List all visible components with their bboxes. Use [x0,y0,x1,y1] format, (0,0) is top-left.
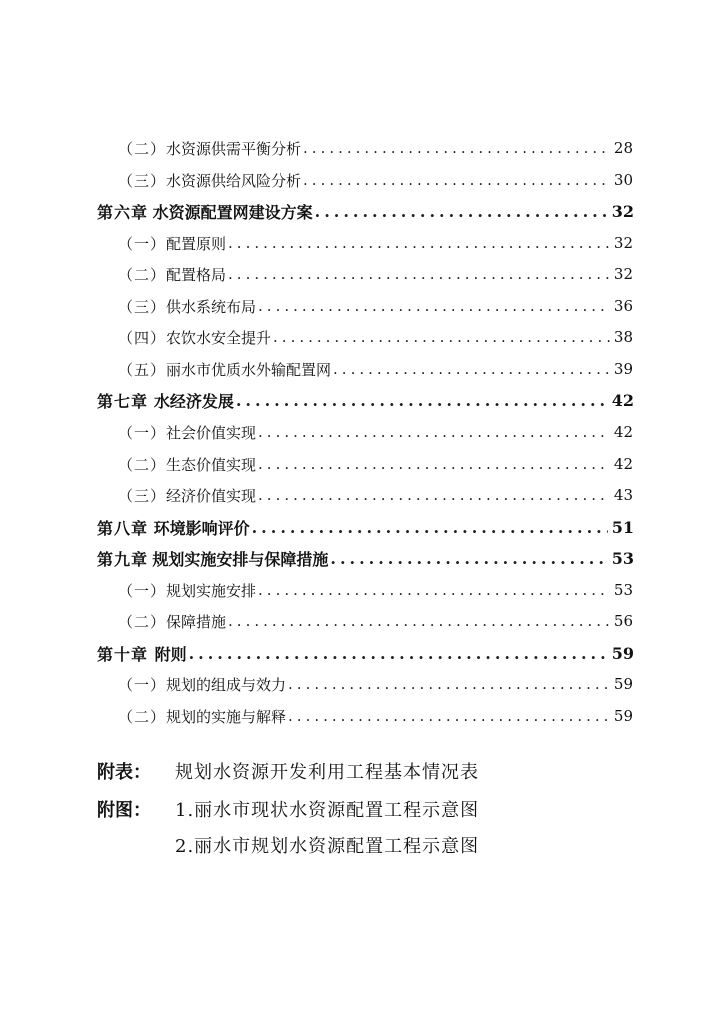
toc-section-entry[interactable] [118,168,633,192]
toc-dot-leader [228,234,610,252]
toc-entry-title: 配置格局 [166,265,227,284]
toc-entry-number: （二） [118,455,167,474]
toc-page-number: 43 [613,486,633,504]
toc-dot-leader [258,581,610,599]
toc-section-entry[interactable] [118,357,633,381]
toc-entry-number: 第九章 [97,549,149,569]
toc-entry-title: 农饮水安全提升 [166,328,272,347]
toc-page-number: 53 [613,581,633,599]
toc-entry-title: 规划的组成与效力 [166,675,287,694]
toc-page-number: 42 [611,390,634,410]
toc-entry-number: （三） [118,486,167,505]
toc-entry-number: 第八章 [97,518,149,538]
toc-entry-number: （一） [118,423,167,442]
toc-entry-number: （一） [118,675,167,694]
toc-dot-leader [330,549,607,568]
toc-entry-number: （五） [118,360,167,379]
toc-page-number: 51 [611,517,634,537]
toc-dot-leader [303,139,610,157]
toc-section-entry[interactable] [118,325,633,349]
toc-page-number: 32 [611,201,634,221]
toc-page-number: 56 [613,612,633,630]
toc-section-entry[interactable] [118,672,633,696]
toc-dot-leader [189,644,608,663]
toc-entry-title: 经济价值实现 [166,486,257,505]
toc-entry-number: （三） [118,171,167,190]
appendix-figure-item: 1.丽水市现状水资源配置工程示意图 [175,800,480,821]
toc-page-number: 59 [611,643,634,663]
toc-dot-leader [258,423,610,441]
toc-entry-title: 供水系统布局 [166,297,257,316]
toc-page-number: 38 [613,328,633,346]
toc-dot-leader [258,486,610,504]
toc-section-entry[interactable] [118,483,633,507]
toc-dot-leader [258,455,610,473]
toc-chapter-entry[interactable] [97,199,634,223]
toc-section-entry[interactable] [118,136,633,160]
toc-section-entry[interactable] [118,420,633,444]
toc-entry-number: 第六章 [97,202,149,222]
toc-dot-leader [236,391,608,410]
toc-entry-title: 水资源供给风险分析 [166,171,302,190]
toc-entry-number: （二） [118,139,167,158]
toc-entry-number: （二） [118,612,167,631]
toc-dot-leader [252,518,608,537]
toc-page-number: 30 [613,171,633,189]
toc-section-entry[interactable] [118,578,633,602]
toc-dot-leader [288,675,610,693]
toc-entry-title: 规划实施安排 [166,581,257,600]
toc-section-entry[interactable] [118,294,633,318]
toc-page-number: 32 [613,234,633,252]
toc-entry-number: （二） [118,265,167,284]
toc-chapter-entry[interactable] [97,388,634,412]
toc-entry-title: 配置原则 [166,234,227,253]
toc-entry-title: 丽水市优质水外输配置网 [166,360,332,379]
toc-entry-number: （一） [118,234,167,253]
toc-entry-title: 附则 [154,644,187,664]
toc-dot-leader [288,707,610,725]
toc-page-number: 59 [613,707,633,725]
toc-dot-leader [333,360,610,378]
toc-section-entry[interactable] [118,704,633,728]
toc-dot-leader [258,297,610,315]
toc-entry-title: 规划实施安排与保障措施 [152,549,329,569]
toc-entry-number: （二） [118,707,167,726]
toc-entry-title: 社会价值实现 [166,423,257,442]
toc-entry-number: 第七章 [97,391,149,411]
toc-dot-leader [315,202,608,221]
appendix-figures-heading: 附图： [97,800,151,821]
toc-entry-title: 规划的实施与解释 [166,707,287,726]
toc-page-number: 39 [613,360,633,378]
toc-chapter-entry[interactable] [97,515,634,539]
toc-page-number: 36 [613,297,633,315]
toc-page-number: 32 [613,265,633,283]
toc-chapter-entry[interactable] [97,546,634,570]
toc-entry-title: 环境影响评价 [153,518,250,538]
toc-page-number: 42 [613,423,633,441]
toc-section-entry[interactable] [118,262,633,286]
appendix-table-heading: 附表： [97,762,151,783]
toc-page-number: 59 [613,675,633,693]
toc-entry-number: （三） [118,297,167,316]
appendix-figure-item: 2.丽水市规划水资源配置工程示意图 [175,836,480,857]
toc-entry-title: 水经济发展 [153,391,234,411]
toc-page-number: 28 [613,139,633,157]
toc-section-entry[interactable] [118,452,633,476]
toc-chapter-entry[interactable] [97,641,634,665]
toc-dot-leader [303,171,610,189]
toc-entry-number: （一） [118,581,167,600]
appendix-table-title: 规划水资源开发利用工程基本情况表 [175,762,479,783]
toc-entry-title: 水资源供需平衡分析 [166,139,302,158]
toc-page-number: 53 [611,548,634,568]
toc-dot-leader [228,612,610,630]
toc-section-entry[interactable] [118,609,633,633]
toc-section-entry[interactable] [118,231,633,255]
toc-entry-title: 保障措施 [166,612,227,631]
toc-entry-number: （四） [118,328,167,347]
toc-page-number: 42 [613,455,633,473]
toc-dot-leader [273,328,610,346]
toc-entry-number: 第十章 [97,644,149,664]
toc-entry-title: 水资源配置网建设方案 [152,202,313,222]
toc-dot-leader [228,265,610,283]
toc-entry-title: 生态价值实现 [166,455,257,474]
